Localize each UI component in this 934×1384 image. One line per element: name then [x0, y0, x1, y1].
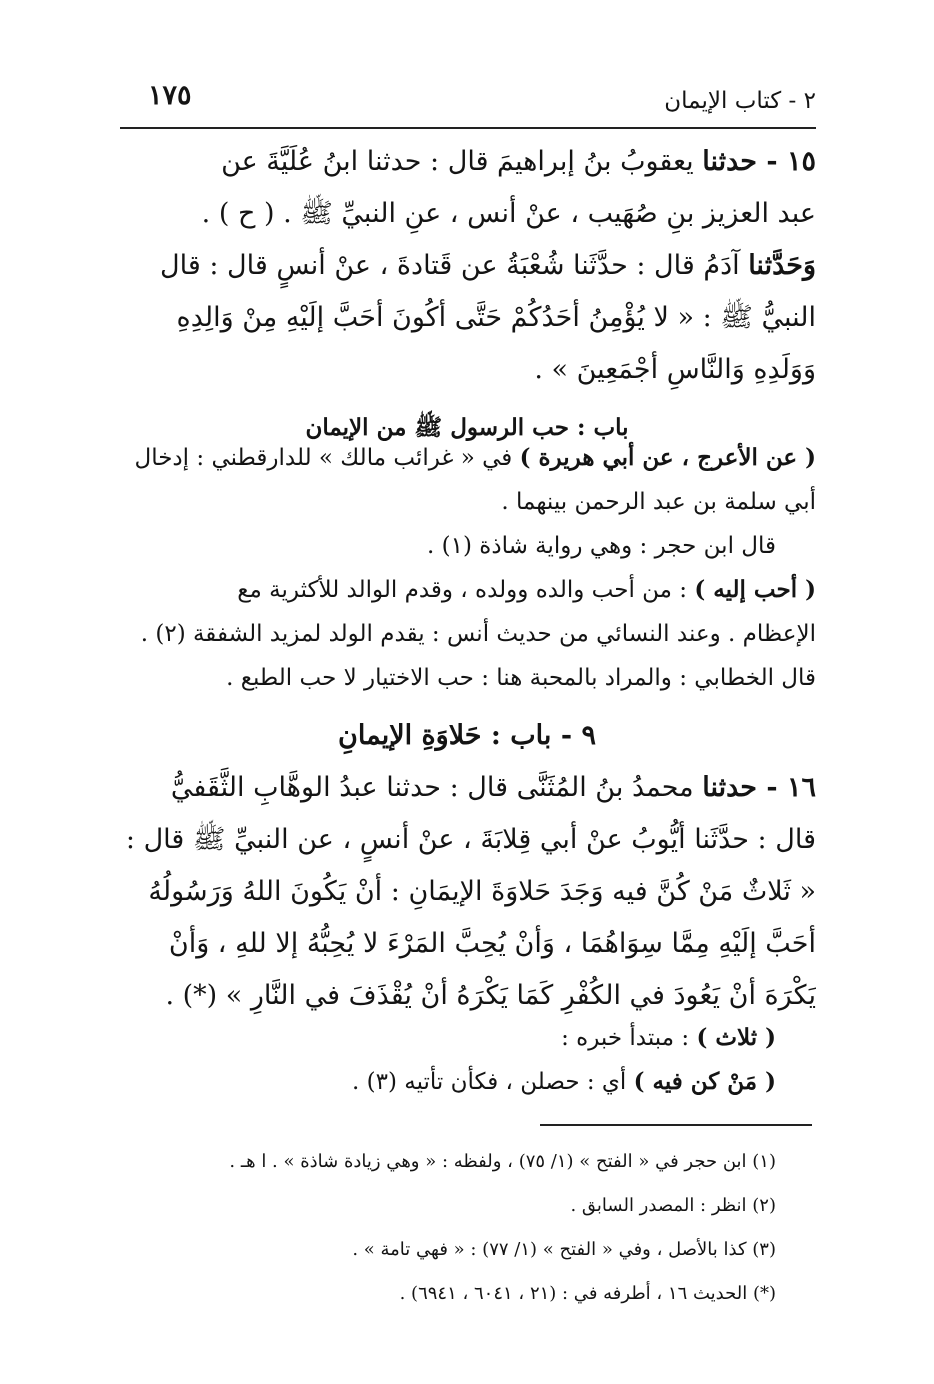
line-text: أحَبَّ إلَيْهِ مِمَّا سِوَاهُمَا ، وَأنْ يُحِبَّ المَرْءَ لا يُحِبُّهُ إلا للهِ ، وَأنْ: [168, 928, 816, 959]
hadith-16-line: [118, 762, 816, 814]
hadith-16-line: [118, 918, 816, 970]
lemma: ( مَنْ كن فيه ): [633, 1068, 776, 1095]
commentary-line: [118, 480, 816, 524]
narration-marker: وَحَدَّثنا: [748, 250, 816, 281]
chapter-header: ٢ - كتاب الإيمان: [664, 88, 816, 114]
line-text: أبي سلمة بن عبد الرحمن بينهما .: [501, 489, 816, 515]
line-text: وَوَلَدِهِ وَالنَّاسِ أجْمَعِينَ » .: [534, 354, 816, 385]
lemma: ( عن الأعرج ، عن أبي هريرة ): [519, 444, 816, 471]
hadith-15-line: [118, 136, 816, 188]
hadith-16-line: [118, 814, 816, 866]
line-text: قال : حدَّثَنا أيُّوبُ عنْ أبي قِلابَةَ ، عنْ أنسٍ ، عن النبيِّ ﷺ قال :: [125, 824, 816, 855]
commentary-line: [118, 656, 816, 700]
hadith-15-line: [118, 188, 816, 240]
line-text: الإعظام . وعند النسائي من حديث أنس : يقدم الولد لمزيد الشفقة (٢) .: [140, 621, 816, 647]
commentary-line: [118, 1060, 816, 1104]
commentary-line: [118, 1016, 816, 1060]
hadith-16: [118, 762, 816, 1022]
header-divider: [120, 127, 816, 129]
hadith-15-line: [118, 344, 816, 396]
hadith-number: ١٥ - حدثنا: [702, 146, 816, 177]
line-text: : من أحب والده وولده ، وقدم الوالد للأكثرية مع: [237, 577, 695, 603]
hadith-15: [118, 136, 816, 396]
footnote: (١) ابن حجر في « الفتح » (١/ ٧٥) ، ولفظه : « وهي زيادة شاذة » . ا هـ .: [229, 1151, 776, 1172]
line-text: محمدُ بنُ المُثَنَّى قال : حدثنا عبدُ الوهَّابِ الثَّقَفيُّ: [170, 772, 703, 803]
line-text: النبيُّ ﷺ : « لا يُؤْمِنُ أحَدُكُمْ حَتَّى أكُونَ أحَبَّ إلَيْهِ مِنْ وَالِدِهِ: [176, 302, 816, 333]
hadith-16-line: [118, 970, 816, 1022]
line-text: قال ابن حجر : وهي رواية شاذة (١) .: [427, 533, 776, 559]
line-text: قال الخطابي : والمراد بالمحبة هنا : حب الاختيار لا حب الطبع .: [226, 665, 816, 691]
line-text: يعقوبُ بنُ إبراهيمَ قال : حدثنا ابنُ عُلَيَّةَ عن: [221, 146, 703, 177]
line-text: : مبتدأ خبره :: [561, 1025, 697, 1051]
line-text: آدَمُ قال : حدَّثَنا شُعْبَةُ عن قَتادةَ ، عنْ أنسٍ قال : قال: [159, 250, 749, 281]
commentary-line: [118, 568, 816, 612]
line-text: عبد العزيز بنِ صُهَيب ، عنْ أنس ، عنِ النبيِّ ﷺ . ( ح ) .: [201, 198, 816, 229]
commentary-line: [118, 524, 816, 568]
hadith-15-line: [118, 292, 816, 344]
hadith-number: ١٦ - حدثنا: [702, 772, 816, 803]
hadith-16-line: [118, 866, 816, 918]
commentary-line: [118, 436, 816, 480]
footnotes: [118, 1140, 816, 1316]
line-text: أي : حصلن ، فكأن تأتيه (٣) .: [351, 1069, 634, 1095]
footnote: (*) الحديث ١٦ ، أطرفه في : (٢١ ، ٦٠٤١ ، ٦٩٤١) .: [399, 1283, 776, 1304]
footnote-divider: [540, 1124, 812, 1126]
section-title: باب : حب الرسول ﷺ من الإيمان: [305, 414, 629, 441]
hadith-16-commentary: [118, 1016, 816, 1104]
chapter-title: ٩ - باب : حَلاوَةِ الإيمانِ: [338, 720, 596, 751]
line-text: يَكْرَهَ أنْ يَعُودَ في الكُفْرِ كَمَا يَكْرَهُ أنْ يُقْذَفَ في النَّارِ » (*) .: [165, 980, 816, 1011]
line-text: في « غرائب مالك » للدارقطني : إدخال: [134, 445, 520, 471]
line-text: « ثَلاثٌ مَنْ كُنَّ فيه وَجَدَ حَلاوَةَ الإيمَانِ : أنْ يَكُونَ اللهُ وَرَسُولُهُ: [148, 876, 816, 907]
hadith-15-line: [118, 240, 816, 292]
page-number: ١٧٥: [148, 80, 192, 111]
commentary-line: [118, 612, 816, 656]
footnote: (٣) كذا بالأصل ، وفي « الفتح » (١/ ٧٧) : « فهي تامة » .: [352, 1239, 776, 1260]
lemma: ( ثلاث ): [696, 1024, 776, 1051]
lemma: ( أحب إليه ): [694, 576, 816, 603]
section-commentary: [118, 436, 816, 700]
footnote: (٢) انظر : المصدر السابق .: [570, 1195, 776, 1216]
